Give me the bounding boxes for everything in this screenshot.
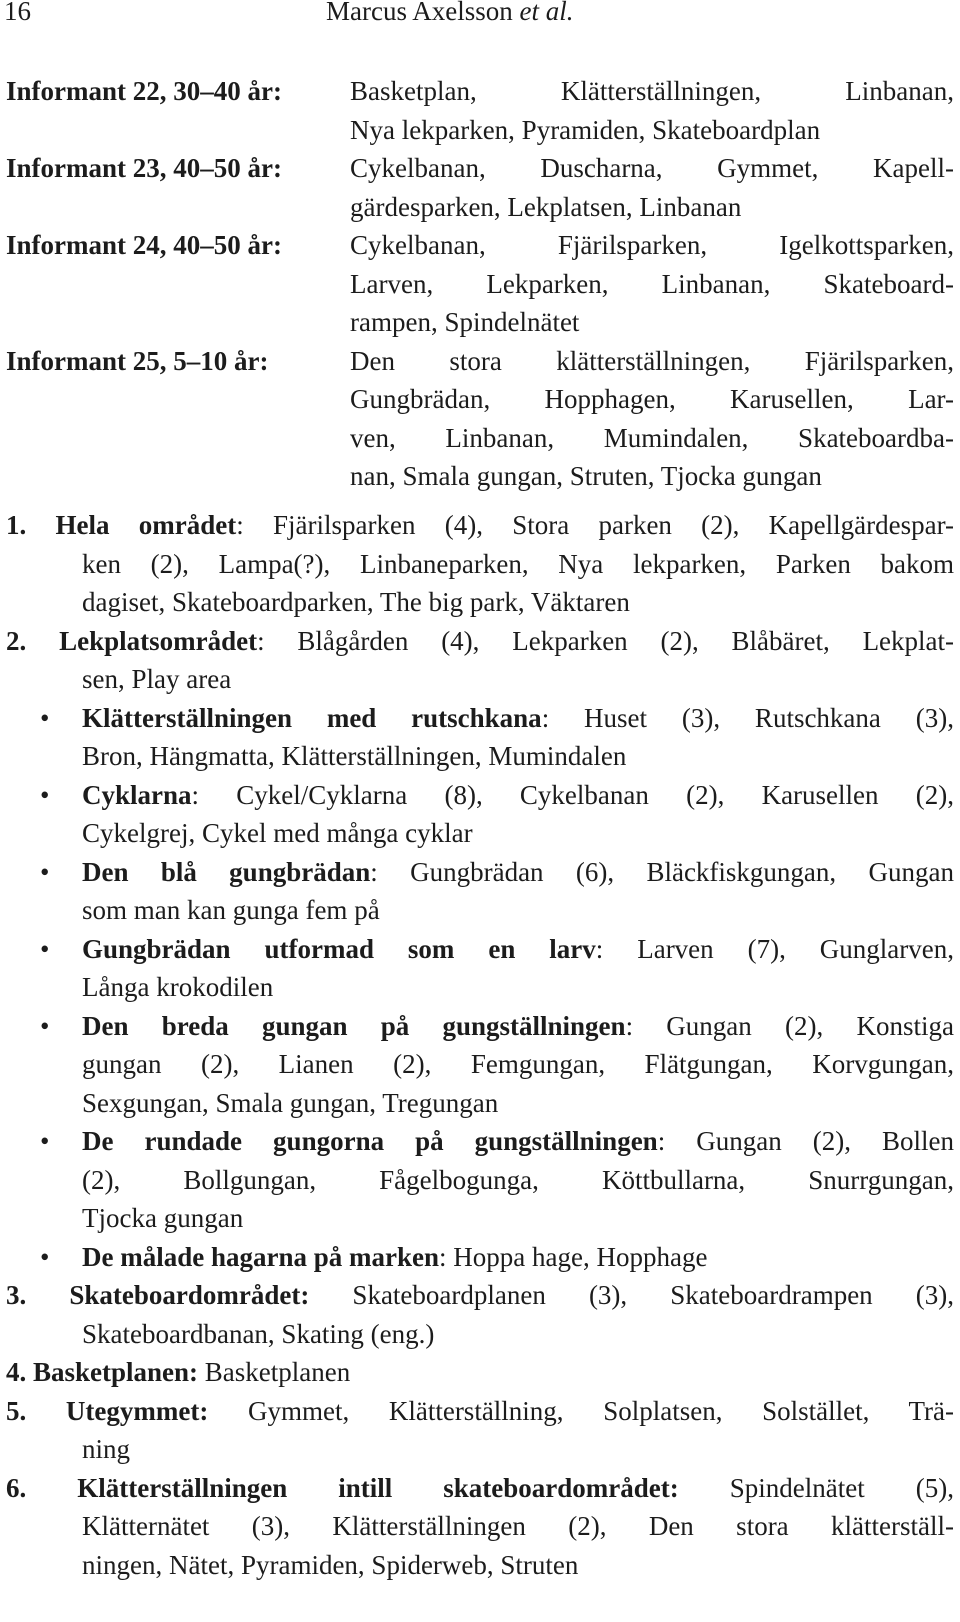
area-entry <box>6 1392 954 1469</box>
text-line: Skateboardbanan, Skating (eng.) <box>82 1318 435 1349</box>
text-line: 3. Skateboardområdet: Skateboardplanen (3), Skateboardrampen (3), <box>6 1280 954 1310</box>
text-line: Bron, Hängmatta, Klätterställningen, Mumindalen <box>82 741 627 771</box>
bullet-marker: • <box>40 702 50 733</box>
bullet-item <box>6 930 954 1007</box>
text-line: ven, Linbanan, Mumindalen, Skateboardba- <box>350 422 954 453</box>
area-entry <box>6 506 954 622</box>
text-line: 6. Klätterställningen intill skateboardområdet: Spindelnätet (5), <box>6 1472 954 1503</box>
text-line: Gungbrädan utformad som en larv: Larven (7), Gunglarven, <box>82 933 954 964</box>
bullet-marker: • <box>40 1010 50 1041</box>
bullet-marker: • <box>40 856 50 887</box>
area-number: 2. <box>6 625 60 656</box>
informant-places <box>350 226 954 342</box>
informant-row <box>6 342 954 496</box>
text-line: ning <box>82 1434 131 1464</box>
area-title: Lekplatsområdet <box>59 625 258 656</box>
bullet-title: Cyklarna <box>82 779 192 810</box>
area-number: 1. <box>6 510 56 540</box>
bullet-title: Den breda gungan på gungställningen <box>82 1010 626 1041</box>
area-entry <box>6 1276 954 1353</box>
text-line: ningen, Nätet, Pyramiden, Spiderweb, Struten <box>82 1549 579 1580</box>
area-number: 4. <box>6 1357 33 1387</box>
informant-label: Informant 24, 40–50 år: <box>6 230 282 260</box>
bullet-item <box>6 1238 954 1277</box>
text-line: Larven, Lekparken, Linbanan, Skateboard- <box>350 268 954 299</box>
text-line: 2. Lekplatsområdet: Blågården (4), Lekparken (2), Blåbäret, Lekplat- <box>6 625 955 656</box>
text-line: dagiset, Skateboardparken, The big park, Väktaren <box>82 587 630 617</box>
bullet-marker: • <box>40 779 50 810</box>
bullet-item <box>6 853 954 930</box>
bullet-marker: • <box>40 933 50 964</box>
bullet-marker: • <box>40 1241 50 1272</box>
bullet-title: Klätterställningen med rutschkana <box>82 702 542 733</box>
text-line: gungan (2), Lianen (2), Femgungan, Flätgungan, Korvgungan, <box>82 1049 954 1079</box>
text-line: De rundade gungorna på gungställningen: Gungan (2), Bollen <box>82 1126 954 1156</box>
text-line: Långa krokodilen <box>82 972 274 1002</box>
text-line: 4. Basketplanen: Basketplanen <box>6 1357 351 1387</box>
text-line: nan, Smala gungan, Struten, Tjocka gungan <box>350 461 822 491</box>
text-line: sen, Play area <box>82 664 232 694</box>
text-line: Basketplan, Klätterställningen, Linbanan, <box>350 76 954 106</box>
text-line: ken (2), Lampa(?), Linbaneparken, Nya lekparken, Parken bakom <box>82 548 954 579</box>
bullet-title: De rundade gungorna på gungställningen <box>82 1126 658 1156</box>
text-line: De målade hagarna på marken: Hoppa hage, Hopphage <box>82 1241 708 1272</box>
informant-places <box>350 149 954 226</box>
area-title: Basketplanen: <box>33 1357 199 1387</box>
text-line: Klätternätet (3), Klätterställningen (2), Den stora klätterställ- <box>82 1511 954 1541</box>
running-head <box>326 0 573 31</box>
informant-label: Informant 25, 5–10 år: <box>6 345 269 376</box>
bullet-title: De målade hagarna på marken <box>82 1241 439 1272</box>
area-title: Klätterställningen intill skateboardområdet: <box>77 1472 679 1503</box>
text-line: Den blå gungbrädan: Gungbrädan (6), Bläckfiskgungan, Gungan <box>82 856 954 887</box>
area-number: 5. <box>6 1395 66 1426</box>
text-line: Tjocka gungan <box>82 1203 244 1233</box>
informant-row <box>6 226 954 342</box>
text-line: (2), Bollgungan, Fågelbogunga, Köttbullarna, Snurrgungan, <box>82 1164 954 1195</box>
text-line: Cykelgrej, Cykel med många cyklar <box>82 818 473 848</box>
text-line: 5. Utegymmet: Gymmet, Klätterställning, Solplatsen, Solstället, Trä- <box>6 1395 954 1426</box>
et-al: et al. <box>519 0 574 26</box>
informant-label: Informant 23, 40–50 år: <box>6 153 282 183</box>
text-line: Cykelbanan, Fjärilsparken, Igelkottsparken, <box>350 230 954 260</box>
informant-row <box>6 72 954 149</box>
area-entry <box>6 1469 954 1585</box>
bullet-title: Den blå gungbrädan <box>82 856 371 887</box>
text-line: Gungbrädan, Hopphagen, Karusellen, Lar- <box>350 384 954 414</box>
text-line: Sexgungan, Smala gungan, Tregungan <box>82 1087 499 1118</box>
text-line: Den breda gungan på gungställningen: Gungan (2), Konstiga <box>82 1010 954 1041</box>
area-entry <box>6 1353 954 1392</box>
area-entry <box>6 622 954 699</box>
bullet-item <box>6 776 954 853</box>
text-line: Den stora klätterställningen, Fjärilsparken, <box>350 345 954 376</box>
bullet-title: Gungbrädan utformad som en larv <box>82 933 596 964</box>
informant-row <box>6 149 954 226</box>
informant-list <box>6 72 954 496</box>
text-line: rampen, Spindelnätet <box>350 307 580 337</box>
page-header <box>4 0 956 32</box>
text-line: som man kan gunga fem på <box>82 895 380 925</box>
informant-places <box>350 342 954 496</box>
area-number: 6. <box>6 1472 78 1503</box>
bullet-item <box>6 699 954 776</box>
informant-places <box>350 72 954 149</box>
bullet-marker: • <box>40 1126 50 1156</box>
text-line: 1. Hela området: Fjärilsparken (4), Stora parken (2), Kapellgärdespar- <box>6 510 955 540</box>
page-number: 16 <box>4 0 31 26</box>
text-line: Nya lekparken, Pyramiden, Skateboardplan <box>350 114 821 145</box>
text-line: Cyklarna: Cykel/Cyklarna (8), Cykelbanan (2), Karusellen (2), <box>82 779 954 810</box>
bullet-item <box>6 1007 954 1123</box>
informant-label: Informant 22, 30–40 år: <box>6 76 282 106</box>
text-line: Klätterställningen med rutschkana: Huset (3), Rutschkana (3), <box>82 702 954 733</box>
area-list <box>6 506 954 1584</box>
author-name: Marcus Axelsson <box>326 0 513 26</box>
area-title: Hela området <box>55 510 237 540</box>
text-line: gärdesparken, Lekplatsen, Linbanan <box>350 191 742 222</box>
area-title: Utegymmet: <box>65 1395 209 1426</box>
text-line: Cykelbanan, Duscharna, Gymmet, Kapell- <box>350 153 954 183</box>
bullet-item <box>6 1122 954 1238</box>
area-title: Skateboardområdet: <box>69 1280 310 1310</box>
area-number: 3. <box>6 1280 70 1310</box>
